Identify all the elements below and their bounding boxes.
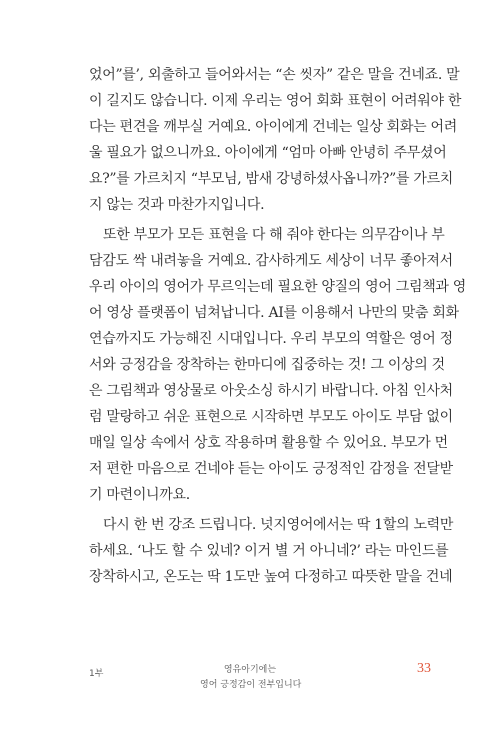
text-line: 하세요. ‘나도 할 수 있네? 이거 별 거 아니네?’ 라는 마인드를 <box>89 543 449 559</box>
text-line: 장착하시고, 온도는 딱 1도만 높여 다정하고 따뜻한 말을 건네 <box>89 569 453 585</box>
text-line: 지 않는 것과 마찬가지입니다. <box>89 197 265 213</box>
text-line: 매일 일상 속에서 상호 작용하며 활용할 수 있어요. 부모가 먼 <box>89 435 448 451</box>
footer-title-line-1: 영유아기에는 <box>223 665 277 675</box>
paragraph <box>89 222 467 508</box>
text-line: 다시 한 번 강조 드립니다. 넛지영어에서는 딱 1할의 노력만 <box>103 517 454 533</box>
text-line: 기 마련이니까요. <box>89 487 190 503</box>
text-line: 어 영상 플랫폼이 넘쳐납니다. AI를 이용해서 나만의 맞춤 회화 <box>89 305 459 321</box>
text-line: 담감도 싹 내려놓을 거예요. 감사하게도 세상이 너무 좋아져서 <box>89 253 453 269</box>
paragraph <box>89 512 454 590</box>
text-line: 저 편한 마음으로 건네야 듣는 아이도 긍정적인 감정을 전달받 <box>89 461 453 477</box>
text-line: 우리 아이의 영어가 무르익는데 필요한 양질의 영어 그림책과 영 <box>89 279 467 295</box>
text-line: 었어”를’, 외출하고 들어와서는 “손 씻자” 같은 말을 건네죠. 말 <box>89 67 460 83</box>
page-number: 33 <box>417 661 431 676</box>
paragraph <box>89 62 462 218</box>
text-line: 이 길지도 않습니다. 이제 우리는 영어 회화 표현이 어려워야 한 <box>89 93 462 109</box>
text-line: 럼 말랑하고 쉬운 표현으로 시작하면 부모도 아이도 부담 없이 <box>89 409 453 425</box>
body-text <box>89 62 467 590</box>
text-line: 연습까지도 가능해진 시대입니다. 우리 부모의 역할은 영어 정 <box>89 331 453 347</box>
footer-title-line-2: 영어 긍정감이 전부입니다 <box>200 680 302 690</box>
text-line: 서와 긍정감을 장착하는 한마디에 집중하는 것! 그 이상의 것 <box>89 357 445 373</box>
text-line: 요?”를 가르치지 “부모님, 밤새 강녕하셨사옵니까?”를 가르치 <box>89 171 454 187</box>
footer-part-label: 1부 <box>89 669 104 679</box>
text-line: 울 필요가 없으니까요. 아이에게 “엄마 아빠 안녕히 주무셨어 <box>89 145 447 161</box>
text-line: 또한 부모가 모든 표현을 다 해 줘야 한다는 의무감이나 부 <box>103 227 445 243</box>
footer-running-title <box>200 663 300 693</box>
text-line: 은 그림책과 영상물로 아웃소싱 하시기 바랍니다. 아침 인사처 <box>89 383 453 399</box>
text-line: 다는 편견을 깨부실 거예요. 아이에게 건네는 일상 회화는 어려 <box>89 119 457 135</box>
